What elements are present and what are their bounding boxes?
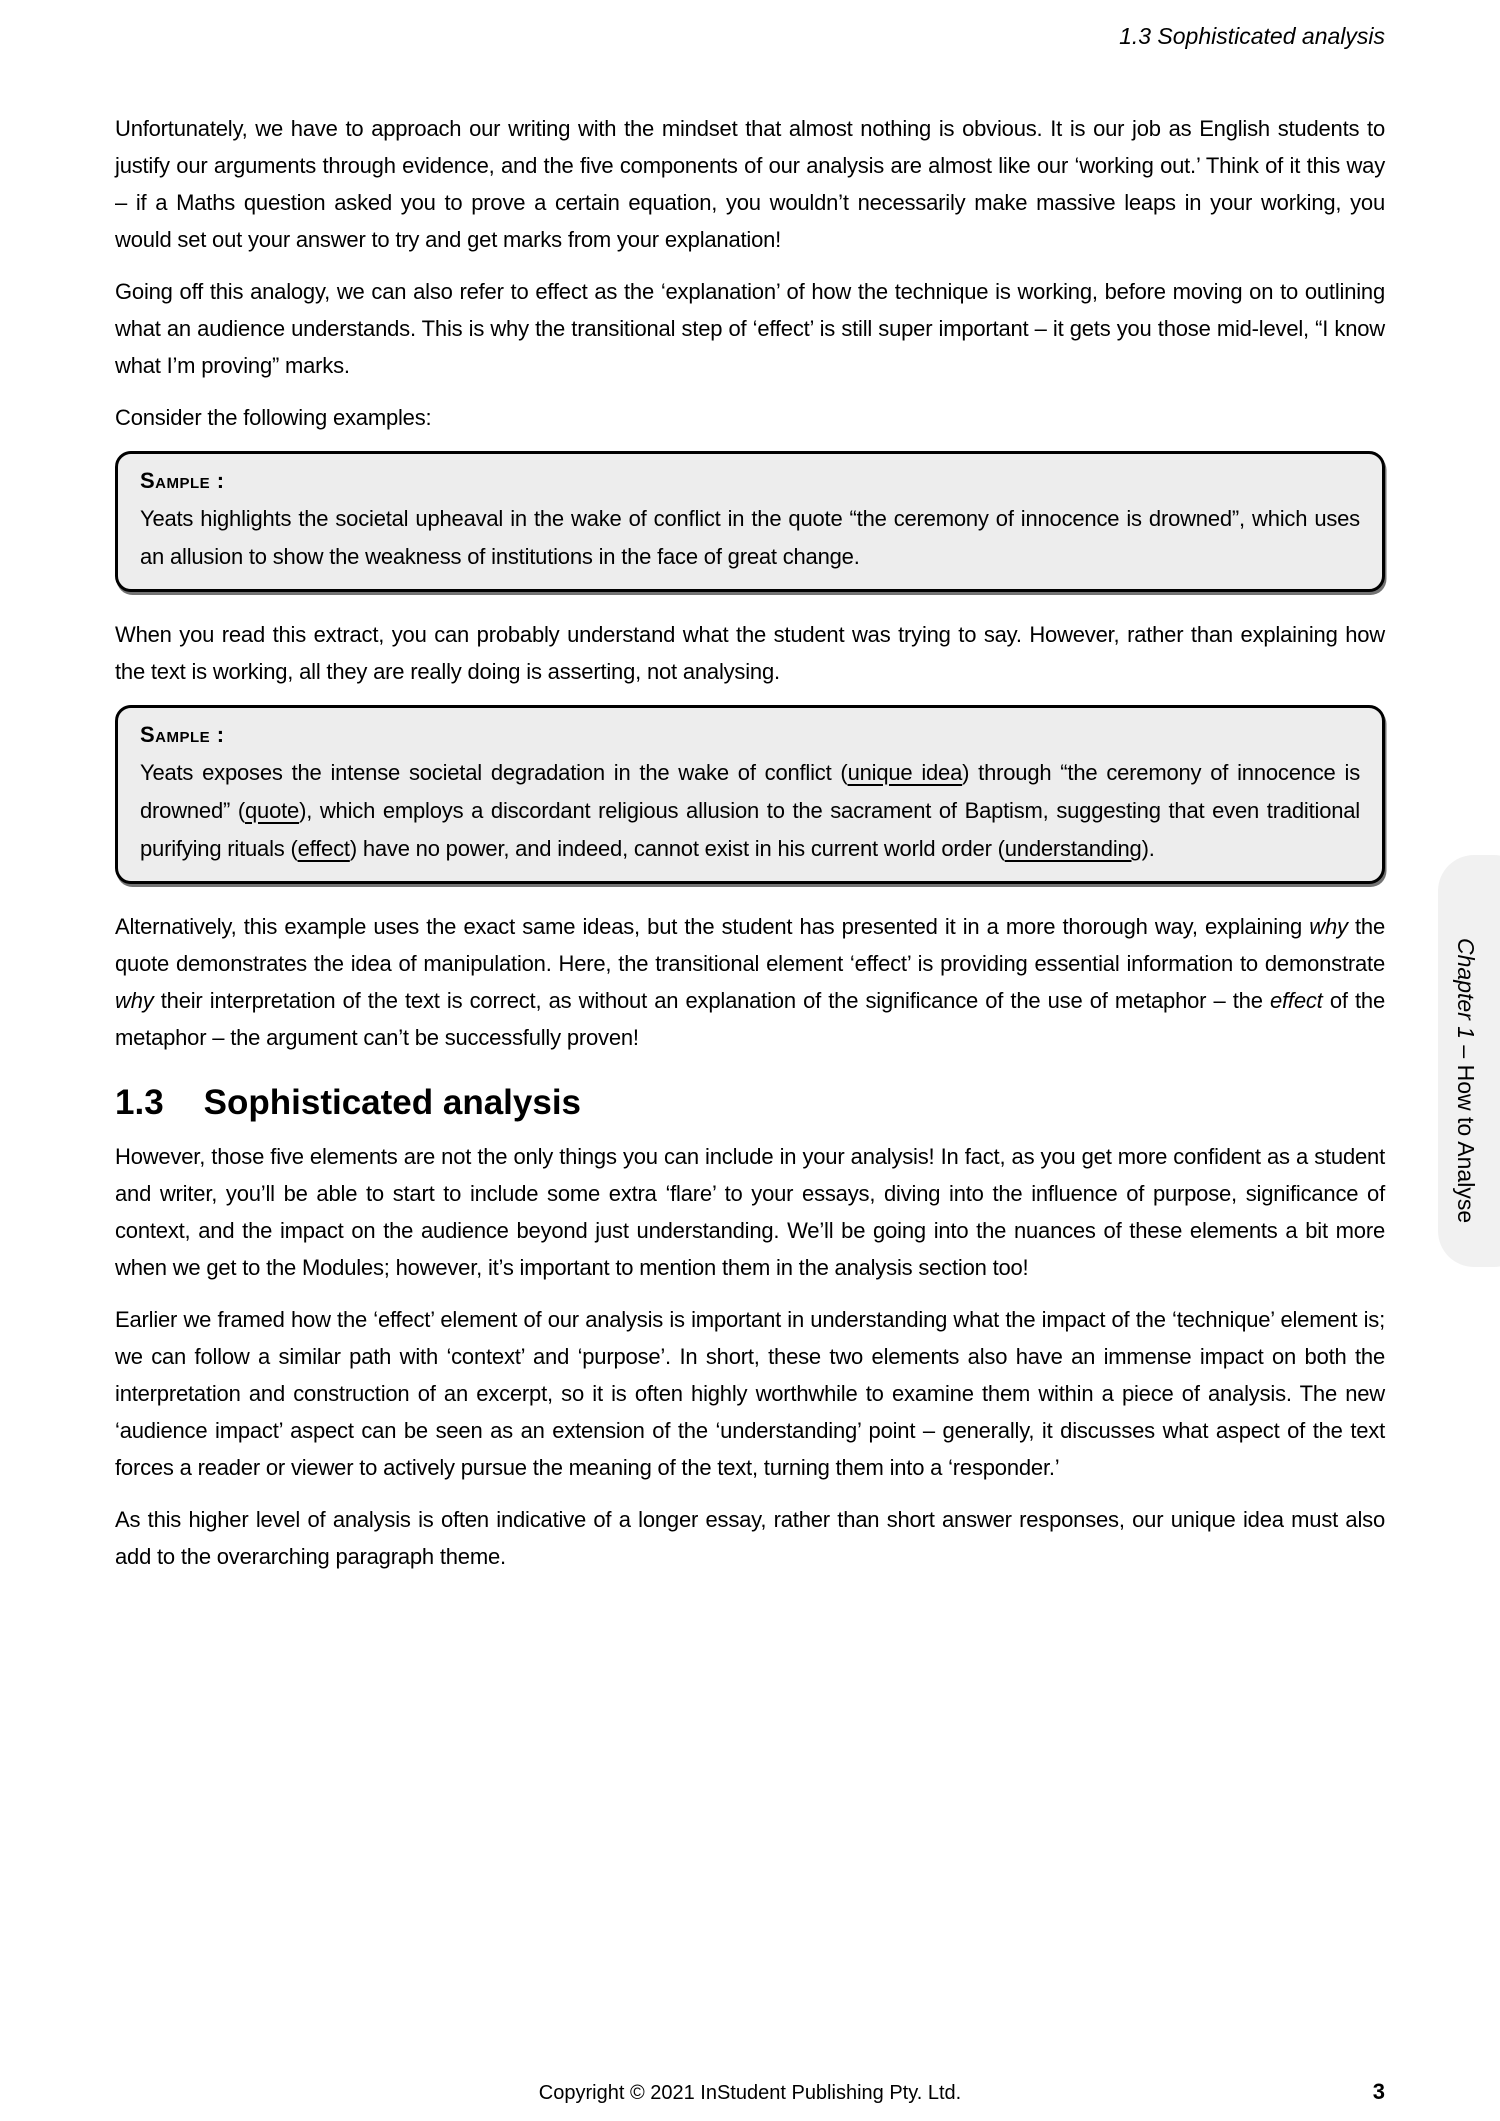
text-segment: ). (1141, 836, 1155, 861)
text-segment: When you read this extract, you can probably understand what the student was trying to say. However, rather than explaining how the text is working, all they are really doing is asserting, not analysing. (115, 622, 1385, 684)
section-heading (115, 1082, 1385, 1124)
sample-text (140, 754, 1360, 868)
chapter-title-label: – How to Analyse (1453, 1039, 1479, 1224)
page-number: 3 (1372, 2079, 1385, 2104)
italic-term: why (115, 988, 154, 1013)
italic-term: why (1309, 914, 1348, 939)
text-segment: Yeats exposes the intense societal degradation in the wake of conflict ( (140, 760, 848, 785)
text-segment: Unfortunately, we have to approach our writing with the mindset that almost nothing is obvious. It is our job as English students to justify our arguments through evidence, and the five components of our analysis are almost like our ‘working out.’ Think of it this way – if a Maths question asked you to prove a certain equation, you wouldn’t necessarily make massive leaps in your working, you would set out your answer to try and get marks from your explanation! (115, 116, 1385, 252)
paragraph (115, 110, 1385, 258)
copyright-notice: Copyright © 2021 InStudent Publishing Pty. Ltd. (538, 2082, 962, 2104)
paragraph (115, 1301, 1385, 1486)
running-header: 1.3 Sophisticated analysis (1119, 23, 1385, 49)
chapter-side-tab (1438, 855, 1500, 1267)
sample-text (140, 500, 1360, 576)
underlined-term: understanding (1004, 836, 1142, 861)
page-footer (115, 2079, 1385, 2105)
text-segment: of the metaphor – the argument can’t be successfully proven! (115, 988, 1385, 1050)
paragraph (115, 616, 1385, 690)
text-segment: Consider the following examples: (115, 405, 432, 430)
page-body-text (115, 110, 1385, 1590)
sample-box (115, 451, 1385, 592)
paragraph (115, 399, 1385, 436)
text-segment: As this higher level of analysis is often indicative of a longer essay, rather than short answer responses, our unique idea must also add to the overarching paragraph theme. (115, 1507, 1385, 1569)
text-segment: Going off this analogy, we can also refer to effect as the ‘explanation’ of how the technique is working, before moving on to outlining what an audience understands. This is why the transitional step of ‘effect’ is still super important – it gets you those mid-level, “I know what I’m proving” marks. (115, 279, 1385, 378)
text-segment: the quote demonstrates the idea of manipulation. Here, the transitional element ‘effect’ is providing essential information to demonstrate (115, 914, 1385, 976)
paragraph (115, 908, 1385, 1056)
text-segment: ) through “the ceremony of innocence is drowned” ( (140, 760, 1360, 823)
sample-label: Sample : (140, 468, 225, 493)
section-number: 1.3 (115, 1083, 164, 1122)
paragraph (115, 1138, 1385, 1286)
text-segment: ), which employs a discordant religious allusion to the sacrament of Baptism, suggesting that even traditional purifying rituals ( (140, 798, 1360, 861)
underlined-term: effect (297, 836, 350, 861)
text-segment: their interpretation of the text is correct, as without an explanation of the significance of the use of metaphor – the (153, 988, 1270, 1013)
sample-label: Sample : (140, 722, 225, 747)
text-segment: ) have no power, and indeed, cannot exist in his current world order ( (349, 836, 1005, 861)
text-segment: Earlier we framed how the ‘effect’ element of our analysis is important in understanding what the impact of the ‘technique’ element is; we can follow a similar path with ‘context’ and ‘purpose’. In short, these two elements also have an immense impact on both the interpretation and construction of an excerpt, so it is often highly worthwhile to examine them within a piece of analysis. The new ‘audience impact’ aspect can be seen as an extension of the ‘understanding’ point – generally, it discusses what aspect of the text forces a reader or viewer to actively pursue the meaning of the text, turning them into a ‘responder.’ (115, 1307, 1385, 1480)
italic-term: effect (1269, 988, 1323, 1013)
text-segment: However, those five elements are not the only things you can include in your analysis! In fact, as you get more confident as a student and writer, you’ll be able to start to include some extra ‘flare’ to your essays, diving into the influence of purpose, significance of context, and the impact on the audience beyond just understanding. We’ll be going into the nuances of these elements a bit more when we get to the Modules; however, it’s important to mention them in the analysis section too! (115, 1144, 1385, 1280)
sample-box (115, 705, 1385, 884)
paragraph (115, 1501, 1385, 1575)
chapter-number-label: Chapter 1 (1453, 938, 1479, 1040)
underlined-term: quote (245, 798, 300, 823)
underlined-term: unique idea (847, 760, 963, 785)
text-segment: Yeats highlights the societal upheaval in the wake of conflict in the quote “the ceremony of innocence is drowned”, which uses an allusion to show the weakness of institutions in the face of great change. (140, 506, 1360, 569)
paragraph (115, 273, 1385, 384)
chapter-tab-label (1452, 898, 1479, 1223)
section-title: Sophisticated analysis (203, 1083, 582, 1122)
text-segment: Alternatively, this example uses the exact same ideas, but the student has presented it in a more thorough way, explaining (115, 914, 1310, 939)
